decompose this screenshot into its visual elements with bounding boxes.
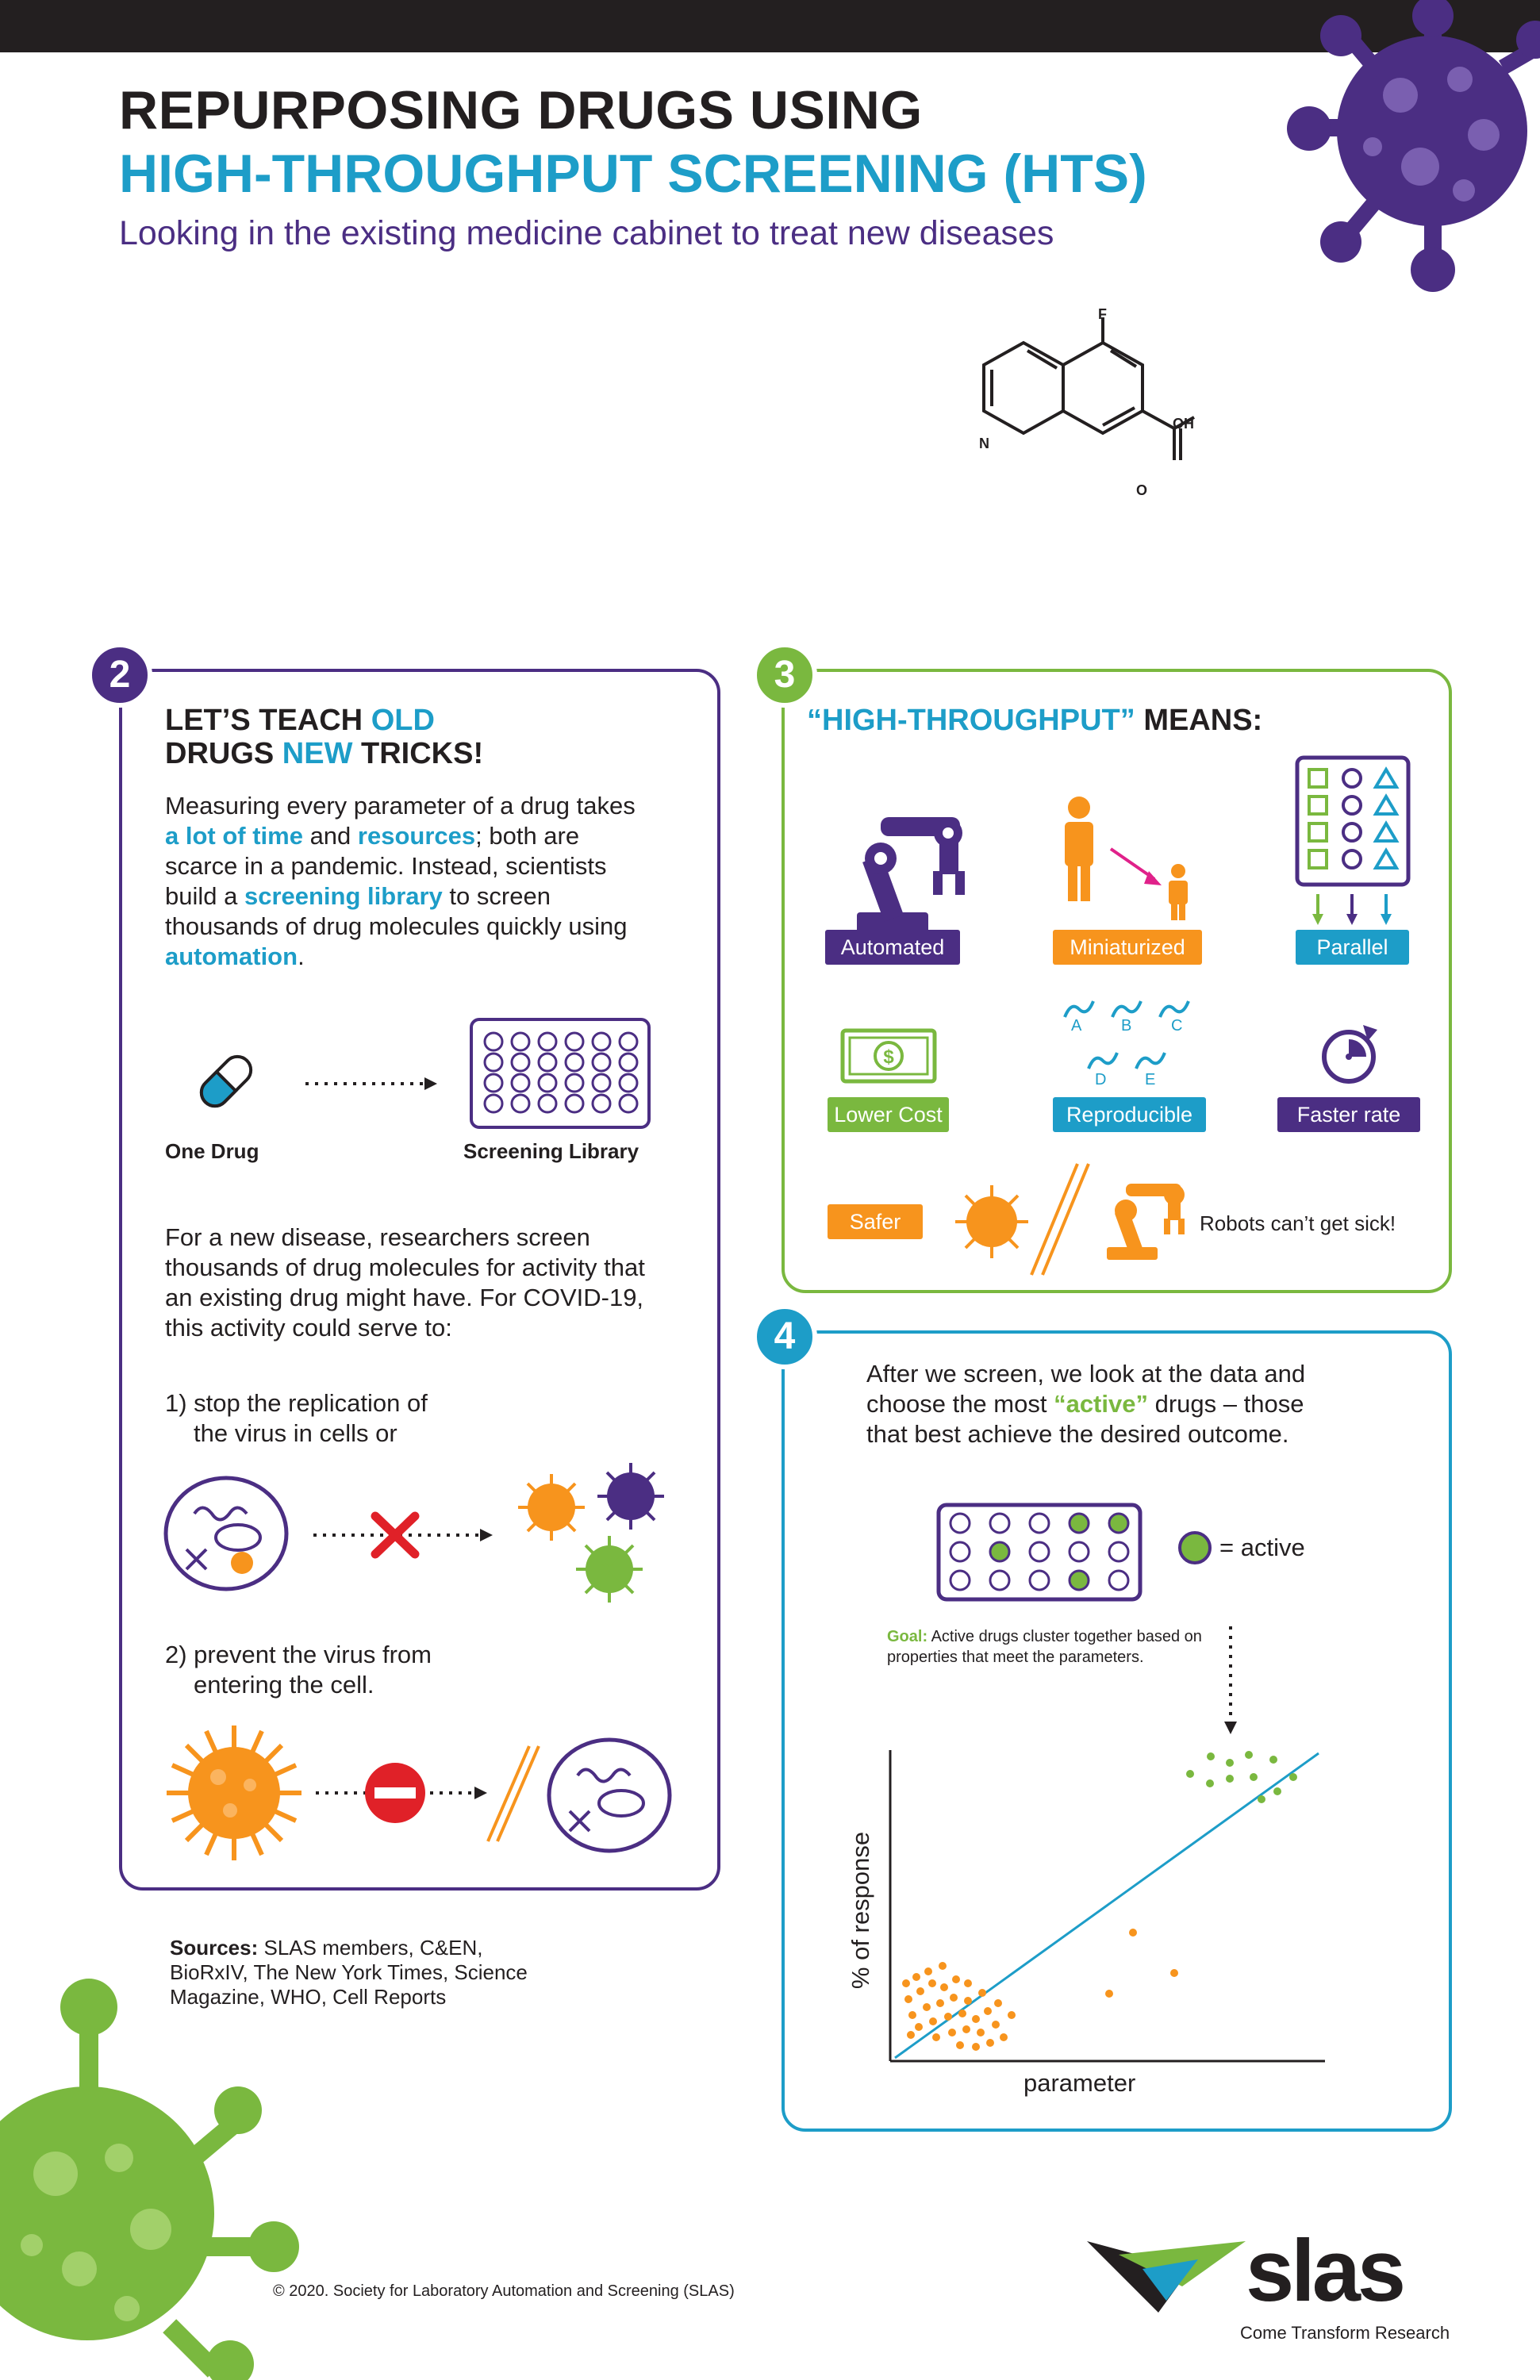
stopwatch-icon xyxy=(1317,1022,1382,1087)
tag-automated: Automated xyxy=(825,930,960,965)
safer-divider-icon xyxy=(1023,1160,1095,1279)
copyright: © 2020. Society for Laboratory Automation and Screening (SLAS) xyxy=(273,2282,735,2300)
sources: Sources: SLAS members, C&EN, BioRxIV, The New York Times, Science Magazine, WHO, Cell Reports xyxy=(170,1936,528,2009)
reproducible-waves-icon xyxy=(1055,985,1206,1092)
one-drug-label: One Drug xyxy=(165,1139,259,1163)
money-bill-icon xyxy=(840,1028,937,1084)
svg-text:$: $ xyxy=(883,1046,894,1068)
blocked-arrow-icon xyxy=(313,1511,496,1559)
scatter-chart xyxy=(833,1745,1388,2079)
active-drugs-plate-icon xyxy=(936,1503,1143,1602)
item-2-line-1: 2) prevent the virus from xyxy=(165,1641,432,1668)
tag-reproducible: Reproducible xyxy=(1053,1097,1206,1132)
screening-library-label: Screening Library xyxy=(463,1139,639,1163)
parallel-plate-icon xyxy=(1295,755,1411,930)
letter-a: A xyxy=(1071,1017,1082,1035)
tag-safer: Safer xyxy=(828,1204,923,1239)
active-points xyxy=(1186,1751,1297,1803)
purple-virus-icon xyxy=(1222,0,1540,301)
section-3-number: 3 xyxy=(752,643,817,708)
molecule-n-label: N xyxy=(979,436,989,451)
active-legend-dot-icon xyxy=(1177,1530,1213,1566)
screening-plate-icon xyxy=(470,1018,651,1129)
cell-icon-2 xyxy=(546,1736,673,1855)
dotted-arrow-icon xyxy=(305,1076,440,1092)
goal-note: Goal: Active drugs cluster together based on properties that meet the parameters. xyxy=(887,1628,1202,1666)
robots-cant-get-sick: Robots can’t get sick! xyxy=(1200,1211,1396,1235)
molecule-oh-label: OH xyxy=(1173,416,1194,432)
goal-dotted-arrow-icon xyxy=(1220,1626,1241,1737)
orange-robot-arm-icon xyxy=(1099,1174,1194,1261)
letter-b: B xyxy=(1121,1017,1132,1035)
molecule-o-label: O xyxy=(1136,482,1148,498)
active-legend-label: = active xyxy=(1219,1534,1305,1561)
letter-e: E xyxy=(1145,1071,1156,1088)
section-4-number: 4 xyxy=(752,1304,817,1369)
letter-d: D xyxy=(1095,1071,1107,1088)
y-axis-label: % of response xyxy=(847,1831,874,1990)
molecule-f-label: F xyxy=(1098,306,1107,322)
tag-lower-cost: Lower Cost xyxy=(828,1097,949,1132)
membrane-divider-icon xyxy=(480,1742,543,1845)
green-virus-icon xyxy=(0,1975,301,2380)
slas-logo-mark-icon xyxy=(1087,2237,1254,2317)
pill-icon xyxy=(190,1046,262,1117)
page-subtitle: Looking in the existing medicine cabinet to treat new diseases xyxy=(119,214,1054,252)
section-2-heading: LET’S TEACH OLD DRUGS NEW TRICKS! xyxy=(165,704,484,770)
page-title-line1: REPURPOSING DRUGS USING xyxy=(119,80,923,140)
x-axis-label: parameter xyxy=(1023,2069,1136,2097)
item-1-line-2: the virus in cells or xyxy=(194,1419,397,1447)
section-2-paragraph-1: Measuring every parameter of a drug takes a lot of time and resources; both are scarce in a pandemic. Instead, scientists build a screening library to screen thousands of drug molecules quickly using automation. xyxy=(165,792,636,970)
cell-icon xyxy=(163,1474,290,1593)
orange-virus-icon xyxy=(163,1722,305,1864)
page-title-line2: HIGH-THROUGHPUT SCREENING (HTS) xyxy=(119,144,1147,204)
tag-parallel: Parallel xyxy=(1296,930,1409,965)
tag-miniaturized: Miniaturized xyxy=(1053,930,1202,965)
item-1-line-1: 1) stop the replication of xyxy=(165,1389,428,1417)
slas-tagline: Come Transform Research xyxy=(1240,2323,1450,2343)
section-3-heading: “HIGH-THROUGHPUT” MEANS: xyxy=(807,704,1263,737)
robot-arm-icon xyxy=(841,801,976,936)
molecule-structure-icon xyxy=(936,301,1206,508)
section-4-paragraph: After we screen, we look at the data and choose the most “active” drugs – those that best achieve the desired outcome. xyxy=(866,1360,1306,1448)
small-orange-virus-icon xyxy=(952,1182,1031,1261)
section-2-paragraph-2: For a new disease, researchers screen thousands of drug molecules for activity that an existing drug might have. For COVID-19, this activity could serve to: xyxy=(165,1223,645,1342)
slas-logo-text: slas xyxy=(1246,2222,1404,2320)
item-2-line-2: entering the cell. xyxy=(194,1671,374,1699)
miniaturized-people-icon xyxy=(1055,793,1206,920)
virus-cluster-icon xyxy=(516,1458,674,1609)
tag-faster-rate: Faster rate xyxy=(1277,1097,1420,1132)
inactive-points xyxy=(902,1929,1178,2051)
no-entry-arrow-icon xyxy=(316,1761,490,1825)
letter-c: C xyxy=(1171,1017,1183,1035)
section-2-number: 2 xyxy=(87,643,152,708)
trend-line xyxy=(895,1753,1319,2058)
